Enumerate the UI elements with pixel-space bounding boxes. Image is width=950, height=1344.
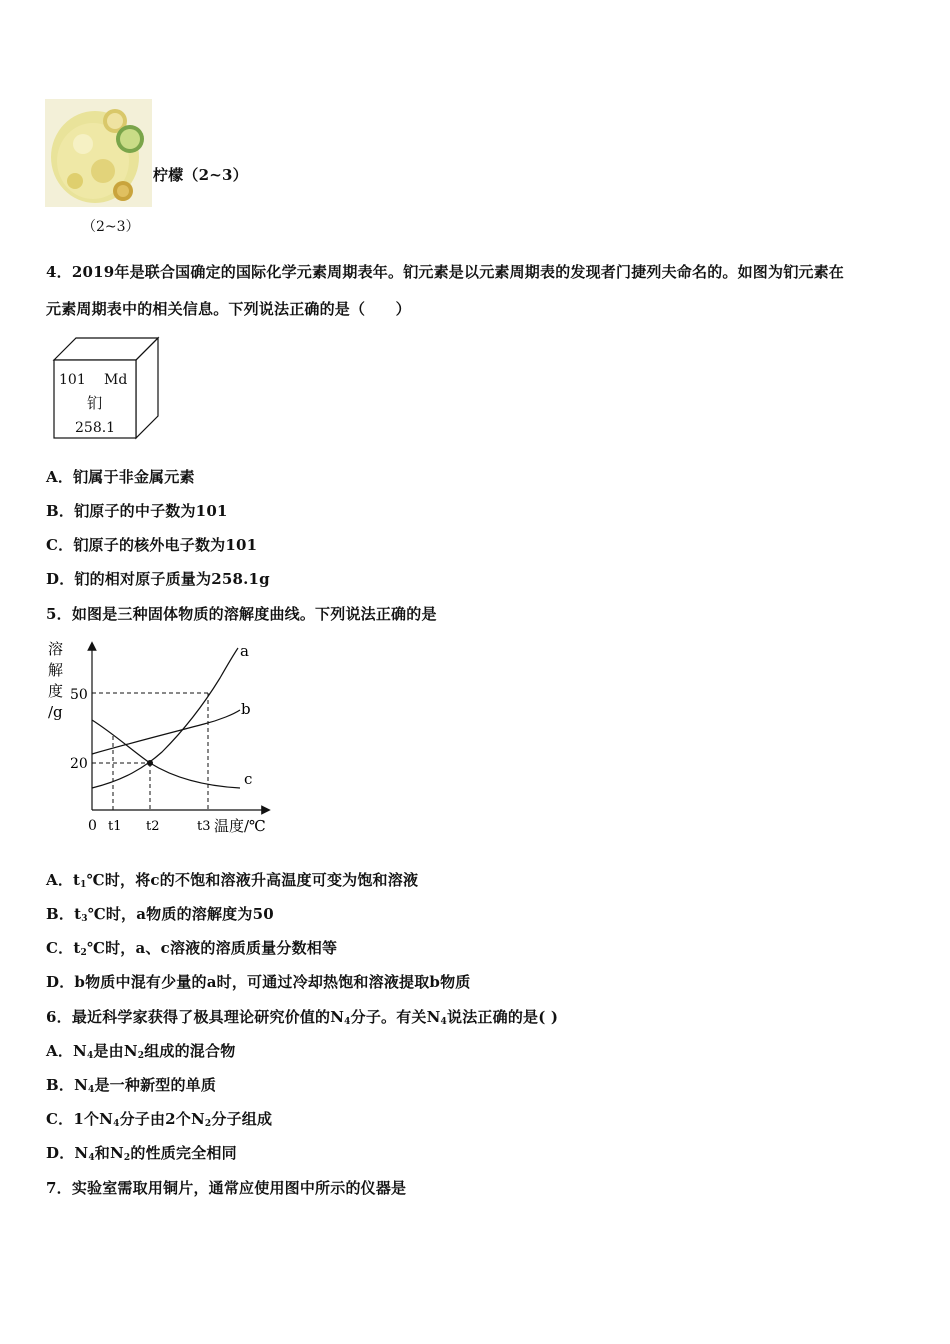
series-label-c: c [244, 770, 253, 788]
ylabel-char-4: /g [48, 703, 63, 721]
q4-stem-line2: 元素周期表中的相关信息。下列说法正确的是（ ） [46, 300, 411, 318]
element-name: 钔 [87, 394, 103, 412]
curve-c [92, 720, 240, 788]
ylabel-char-3: 度 [48, 682, 64, 700]
element-card [50, 336, 162, 444]
y-tick-50: 50 [70, 687, 88, 703]
solubility-chart [44, 638, 274, 838]
lemon-photo [45, 99, 152, 207]
q5-option-c: C．$t_2℃$时，a、c溶液的溶质质量分数相等 [46, 939, 338, 958]
q5-option-d: D．b物质中混有少量的a时，可通过冷却热饱和溶液提取b物质 [46, 973, 471, 991]
element-card-box [50, 336, 162, 444]
lemon-drink-image [45, 99, 152, 207]
lemon-label: 柠檬（2~3） [153, 166, 248, 184]
q6-option-b: B．$N_4$是一种新型的单质 [46, 1076, 217, 1095]
q4-option-b: B．钔原子的中子数为101 [46, 502, 228, 520]
q4-option-c: C．钔原子的核外电子数为101 [46, 536, 258, 554]
lemon-caption: （2~3） [82, 219, 140, 235]
q6-stem: 6．最近科学家获得了极具理论研究价值的$N_4$分子。有关$N_4$说法正确的是( ) [46, 1008, 559, 1027]
y-tick-20: 20 [70, 756, 88, 772]
element-symbol: Md [104, 372, 128, 388]
q5-option-a: A．$t_1℃$时，将c的不饱和溶液升高温度可变为饱和溶液 [46, 871, 419, 890]
q4-stem-line1: 4．2019年是联合国确定的国际化学元素周期表年。钔元素是以元素周期表的发现者门捷列夫命名的。如图为钔元素在 [46, 263, 844, 281]
q7-stem: 7．实验室需取用铜片，通常应使用图中所示的仪器是 [46, 1179, 407, 1197]
x-tick-t3: t3 [197, 819, 211, 834]
origin-label: 0 [88, 818, 97, 834]
curve-a [92, 648, 238, 788]
solubility-chart-svg [44, 638, 274, 838]
q6-option-a: A．$N_4$是由$N_2$组成的混合物 [46, 1042, 236, 1061]
intersection-point [147, 760, 153, 766]
series-label-b: b [241, 700, 251, 718]
q4-option-d: D．钔的相对原子质量为258.1g [46, 570, 270, 588]
element-mass: 258.1 [75, 420, 116, 436]
q5-option-b: B．$t_3℃$时，a物质的溶解度为50 [46, 905, 274, 924]
x-tick-t2: t2 [146, 819, 160, 834]
q6-option-d: D．$N_4$和$N_2$的性质完全相同 [46, 1144, 237, 1163]
q5-stem: 5．如图是三种固体物质的溶解度曲线。下列说法正确的是 [46, 605, 437, 623]
element-number: 101 [59, 372, 86, 388]
ylabel-char-2: 解 [48, 661, 64, 679]
series-label-a: a [240, 642, 249, 660]
x-tick-t1: t1 [108, 819, 122, 834]
q4-option-a: A．钔属于非金属元素 [46, 468, 195, 486]
ylabel-char-1: 溶 [48, 640, 64, 658]
x-axis-label: 温度/℃ [214, 817, 266, 835]
q6-option-c: C．1个$N_4$分子由2个$N_2$分子组成 [46, 1110, 273, 1129]
